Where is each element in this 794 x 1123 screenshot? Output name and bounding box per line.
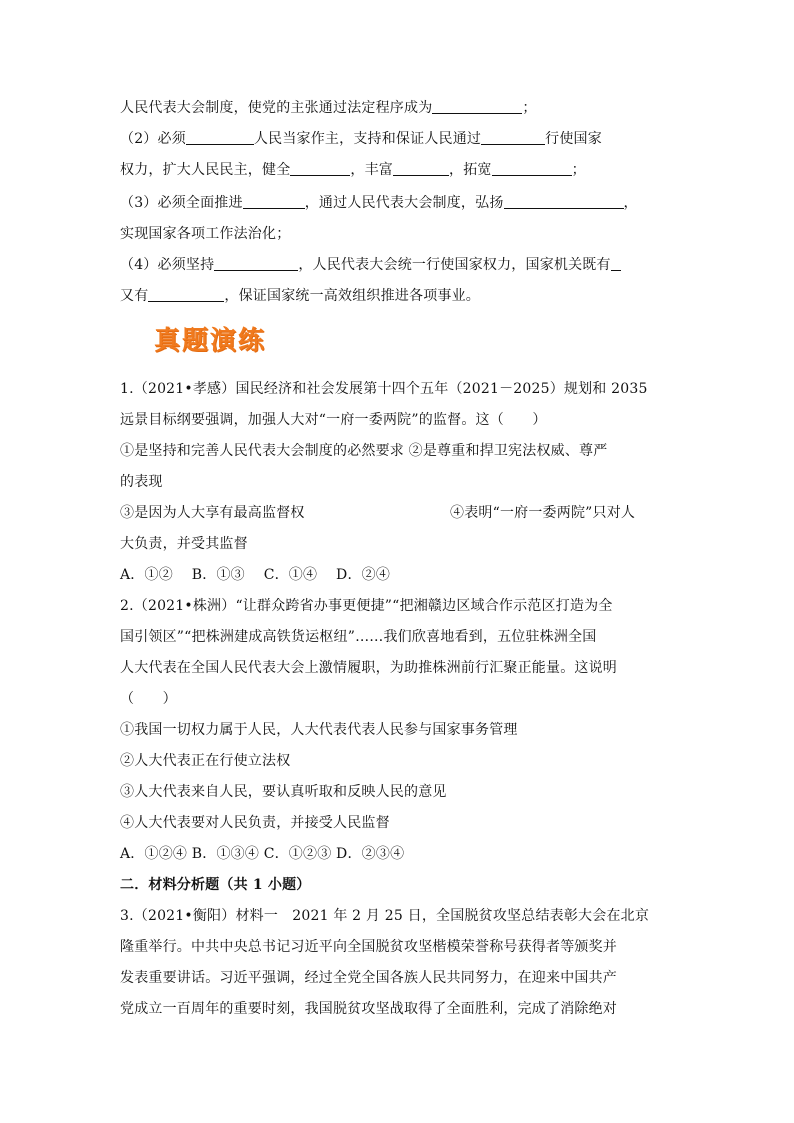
- section-heading: 真题演练: [154, 326, 267, 356]
- section-2-title: 二．材料分析题（共 1 小题）: [120, 877, 311, 893]
- fill-in-line-1: [120, 98, 537, 118]
- q3-line-3: 发表重要讲话。习近平强调，经过全党全国各族人民共同努力，在迎来中国共产: [120, 970, 617, 986]
- blank-field[interactable]: [432, 99, 522, 114]
- q1-line-6: 大负责，并受其监督: [120, 536, 248, 552]
- text: 人民代表大会制度，使党的主张通过法定程序成为: [120, 100, 433, 116]
- text: （3）必须全面推进: [120, 195, 243, 211]
- q1-statement-1-2: ①是坚持和完善人民代表大会制度的必然要求 ②是尊重和捍卫宪法权威、尊严: [120, 443, 608, 459]
- q2-line-2: 国引领区”“把株洲建成高铁货运枢纽”……我们欣喜地看到，五位驻株洲全国: [120, 629, 597, 645]
- q1-line-2: 远景目标纲要强调，加强人大对“一府一委两院”的监督。这（ ）: [120, 412, 547, 428]
- blank-field[interactable]: [504, 194, 624, 209]
- q2-options: A．①②④ B．①③④ C．①②③ D．②③④: [120, 846, 405, 862]
- fill-in-line-5: [120, 224, 290, 244]
- text: ，丰富: [350, 162, 394, 178]
- fill-in-line-4: [120, 193, 638, 213]
- q1-statement-4: ④表明“一府一委两院”只对人: [450, 505, 636, 521]
- text: ，人民代表大会统一行使国家权力，国家机关既有: [298, 257, 611, 273]
- q2-statement-1: ①我国一切权力属于人民，人大代表代表人民参与国家事务管理: [120, 722, 518, 738]
- q1-line-4: 的表现: [120, 474, 163, 490]
- fill-in-line-7: [120, 286, 480, 306]
- q2-line-4: （ ）: [120, 691, 177, 707]
- blank-field[interactable]: [186, 130, 254, 145]
- text: ，拓宽: [449, 162, 492, 178]
- text: ，: [623, 195, 638, 211]
- blank-field[interactable]: [214, 256, 298, 271]
- blank-field[interactable]: [492, 161, 572, 176]
- blank-field[interactable]: [243, 194, 305, 209]
- q1-line-1: 1.（2021•孝感）国民经济和社会发展第十四个五年（2021－2025）规划和 2035: [120, 381, 648, 397]
- fill-in-line-6: [120, 255, 621, 275]
- blank-field[interactable]: [393, 161, 449, 176]
- q3-line-2: 隆重举行。中共中央总书记习近平向全国脱贫攻坚楷模荣誉称号获得者等颁奖并: [120, 939, 617, 955]
- q3-line-4: 党成立一百周年的重要时刻，我国脱贫攻坚战取得了全面胜利，完成了消除绝对: [120, 1001, 617, 1017]
- fill-in-line-3: [120, 160, 586, 180]
- text: ；: [571, 162, 586, 178]
- text: ；: [522, 100, 537, 116]
- text: 实现国家各项工作法治化；: [120, 226, 291, 242]
- blank-field[interactable]: [290, 161, 350, 176]
- q1-options: A．①② B．①③ C．①④ D．②④: [120, 567, 391, 583]
- text: ，通过人民代表大会制度，弘扬: [304, 195, 504, 211]
- fill-in-line-2: [120, 129, 602, 149]
- text: 又有: [120, 288, 149, 304]
- blank-field[interactable]: [148, 287, 224, 302]
- q2-statement-3: ③人大代表来自人民，要认真听取和反映人民的意见: [120, 784, 447, 800]
- q3-line-1: 3.（2021•衡阳）材料一 2021 年 2 月 25 日，全国脱贫攻坚总结表彰大会在北京: [120, 908, 650, 924]
- q2-line-1: 2.（2021•株洲）“让群众跨省办事更便捷”“把湘赣边区域合作示范区打造为全: [120, 598, 613, 614]
- text: （4）必须坚持: [120, 257, 215, 273]
- blank-field[interactable]: [481, 130, 545, 145]
- text: ，保证国家统一高效组织推进各项事业。: [224, 288, 481, 304]
- q1-statement-3: ③是因为人大享有最高监督权: [120, 505, 305, 521]
- text: 行使国家: [545, 131, 602, 147]
- q2-statement-2: ②人大代表正在行使立法权: [120, 753, 291, 769]
- q2-statement-4: ④人大代表要对人民负责，并接受人民监督: [120, 815, 390, 831]
- blank-field[interactable]: [611, 256, 621, 271]
- text: （2）必须: [120, 131, 186, 147]
- q2-line-3: 人大代表在全国人民代表大会上激情履职，为助推株洲前行汇聚正能量。这说明: [120, 660, 617, 676]
- text: 权力，扩大人民民主，健全: [120, 162, 291, 178]
- text: 人民当家作主，支持和保证人民通过: [253, 131, 482, 147]
